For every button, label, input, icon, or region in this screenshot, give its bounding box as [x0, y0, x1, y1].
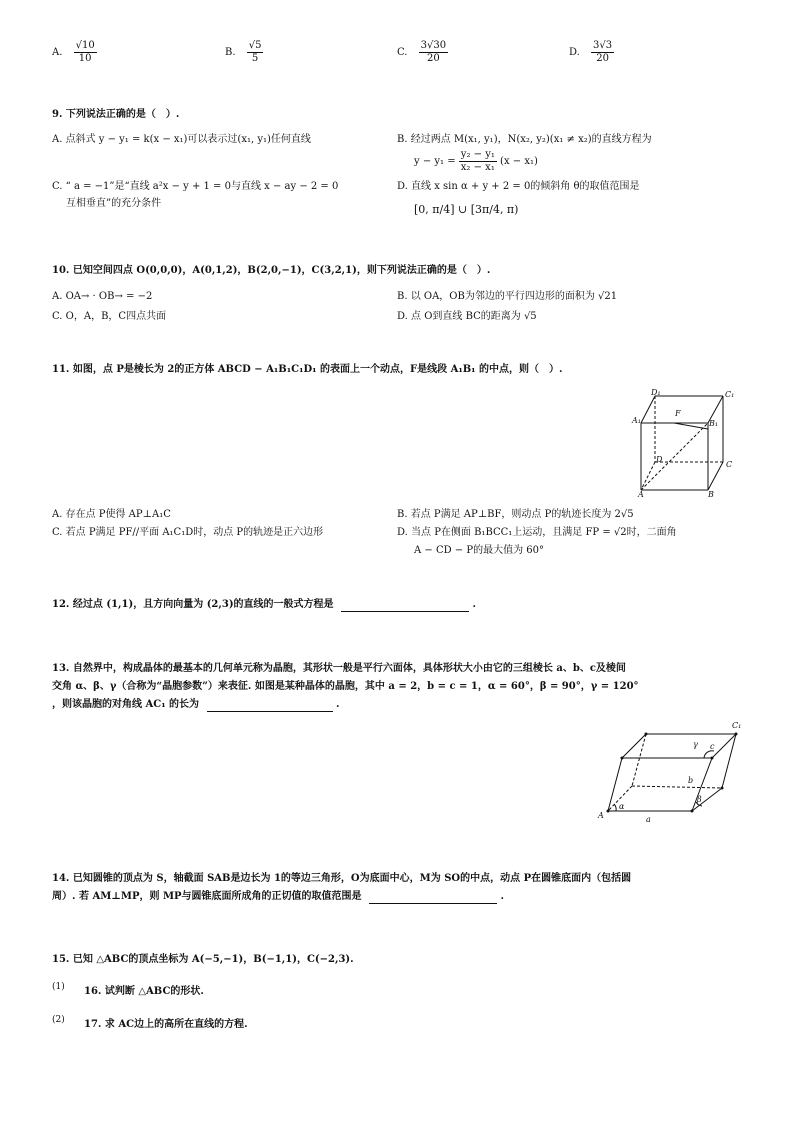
cube-label-f: F [675, 409, 681, 418]
cell-label-c-edge: c [710, 742, 715, 751]
cube-label-d: D [656, 455, 663, 464]
cell-vertex [711, 757, 714, 760]
cell-label-beta: β [697, 795, 702, 804]
q12-answer-blank[interactable] [341, 600, 469, 612]
q8-option-c: C. $\frac{3√30}{20}$ [397, 40, 447, 64]
q10-option-d: D. 点 O到直线 BC的距离为 √5 [397, 311, 537, 322]
q9-option-c-line2: 互相垂直”的充分条件 [66, 198, 162, 209]
cube-label-a: A [638, 490, 644, 498]
q11-option-b: B. 若点 P满足 AP⊥BF，则动点 P的轨迹长度为 2√5 [397, 509, 634, 520]
q8-d-den: 20 [596, 53, 609, 64]
q13-answer-blank[interactable] [207, 700, 333, 712]
cube-label-b: B [708, 490, 714, 498]
q15-part2: 17. 求 AC边上的高所在直线的方程. [84, 1019, 248, 1030]
q11-option-d-line1: D. 当点 P在侧面 B₁BCC₁上运动，且满足 FP = √2时，二面角 [397, 527, 677, 538]
q9-stem: 9. 下列说法正确的是（ ）. [52, 109, 180, 120]
cube-label-c1: C₁ [725, 390, 735, 399]
cell-label-c1: C₁ [732, 721, 742, 730]
q14-line2: 周）. 若 AM⊥MP，则 MP与圆锥底面所成角的正切值的取值范围是 . [52, 891, 504, 902]
q11-stem: 11. 如图，点 P是棱长为 2的正方体 ABCD − A₁B₁C₁D₁ 的表面上一个动点，F是线段 A₁B₁ 的中点，则（ ）. [52, 364, 563, 375]
q9-option-b-line2: y − y₁ = $\frac{\text{y₂ − y₁}}{\text{x₂ − x₁}}$ (x − x₁) [414, 149, 538, 173]
q8-option-a: A. $\frac{√10}{10}$ [52, 40, 95, 64]
crystal-cell-diagram [592, 716, 752, 826]
q8-b-den: 5 [251, 53, 259, 64]
cell-vertex [621, 757, 624, 760]
q8-d-num: 3√3 [593, 40, 613, 51]
q8-c-den: 20 [427, 53, 440, 64]
cube-label-a1: A₁ [632, 416, 641, 425]
cell-label-b-edge: b [688, 776, 694, 785]
q11-option-a: A. 存在点 P使得 AP⊥A₁C [52, 509, 171, 520]
cell-label-alpha: α [619, 802, 625, 811]
q10-stem: 10. 已知空间四点 O(0,0,0)，A(0,1,2)，B(2,0,−1)，C(3,2,1)，则下列说法正确的是（ ）. [52, 265, 491, 276]
q15-part2-tag: (2) [52, 1015, 65, 1025]
q13-line1: 13. 自然界中，构成晶体的最基本的几何单元称为晶胞，其形状一般是平行六面体，具体形状大小由它的三组棱长 a、b、c及棱间 [52, 663, 626, 674]
q10-option-c: C. O，A，B，C四点共面 [52, 311, 167, 322]
cell-vertex [735, 733, 738, 736]
cell-label-a-edge: a [646, 815, 651, 824]
q9-option-b-line1: B. 经过两点 M(x₁, y₁)，N(x₂, y₂)(x₁ ≠ x₂)的直线方程为 [397, 134, 652, 145]
q13-line3: ，则该晶胞的对角线 AC₁ 的长为 . [52, 699, 340, 710]
cell-vertex [645, 733, 648, 736]
q13-line2: 交角 α、β、γ（合称为“晶胞参数”）来表征. 如图是某种晶体的晶胞，其中 a = 2，b = c = 1，α = 60°，β = 90°，γ = 120° [52, 681, 639, 692]
cube-label-d1: D₁ [651, 388, 661, 397]
q8-c-num: 3√30 [420, 40, 447, 51]
q12-stem: 12. 经过点 (1,1)，且方向向量为 (2,3)的直线的一般式方程是 . [52, 599, 477, 610]
q8-a-den: 10 [78, 53, 92, 64]
q14-answer-blank[interactable] [369, 892, 497, 904]
q8-a-num: √10 [75, 40, 95, 51]
q9-option-a: A. 点斜式 y − y₁ = k(x − x₁)可以表示过(x₁, y₁)任何直线 [52, 134, 311, 145]
cell-label-gamma: γ [693, 740, 698, 749]
cube-label-c: C [726, 460, 733, 469]
cube-diagram [630, 386, 745, 498]
q10-option-b: B. 以 OA，OB为邻边的平行四边形的面积为 √21 [397, 291, 618, 302]
cell-vertex [691, 810, 694, 813]
q8-option-b: B. $\frac{√5}{5}$ [225, 40, 262, 64]
q9-option-d-line1: D. 直线 x sin α + y + 2 = 0的倾斜角 θ的取值范围是 [397, 181, 640, 192]
cube-label-b1: B₁ [709, 419, 719, 428]
q9-option-d-line2: [0, π/4] ∪ [3π/4, π) [414, 203, 519, 216]
q8-option-d: D. $\frac{3√3}{20}$ [569, 40, 613, 64]
q15-part1-tag: (1) [52, 982, 65, 992]
q15-part1: 16. 试判断 △ABC的形状. [84, 986, 204, 997]
q11-option-c: C. 若点 P满足 PF//平面 A₁C₁D时，动点 P的轨迹是正六边形 [52, 527, 324, 538]
q14-line1: 14. 已知圆锥的顶点为 S，轴截面 SAB是边长为 1的等边三角形，O为底面中心，M为 SO的中点，动点 P在圆锥底面内（包括圆 [52, 873, 632, 884]
cell-vertex [721, 787, 724, 790]
cell-label-a: A [598, 811, 604, 820]
cell-vertex [607, 810, 610, 813]
q10-option-a: A. OA→ · OB→ = −2 [52, 291, 153, 302]
q8-b-num: √5 [248, 40, 262, 51]
q9-option-c-line1: C. “ a = −1”是“直线 a²x − y + 1 = 0与直线 x − ay − 2 = 0 [52, 181, 339, 192]
q11-option-d-line2: A − CD − P的最大值为 60° [414, 545, 544, 556]
q15-stem: 15. 已知 △ABC的顶点坐标为 A(−5,−1)，B(−1,1)，C(−2,3). [52, 954, 354, 965]
